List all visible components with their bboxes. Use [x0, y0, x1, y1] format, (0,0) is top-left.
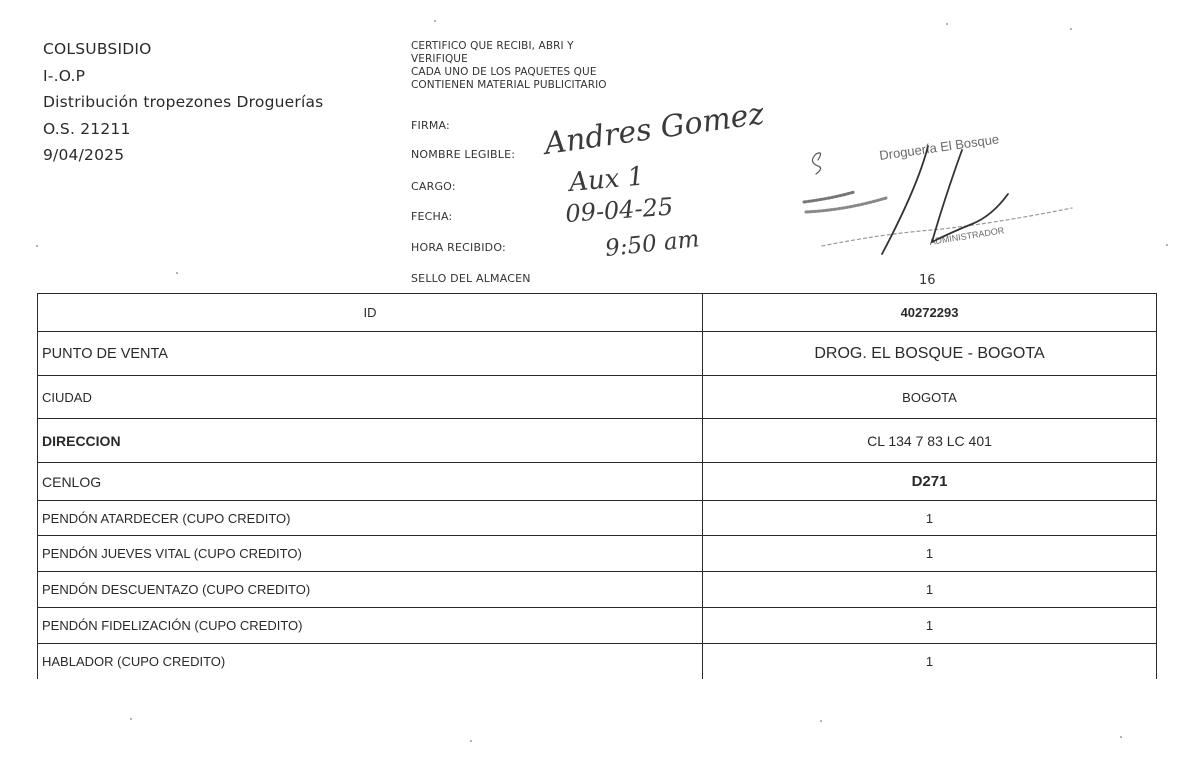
stamp-number: 16 [919, 273, 936, 288]
row-label-ciudad: CIUDAD [38, 376, 703, 419]
row-value-quantity: 1 [703, 608, 1157, 644]
row-label-item: PENDÓN ATARDECER (CUPO CREDITO) [38, 501, 703, 536]
document-header [43, 36, 383, 169]
certificate-line: VERIFIQUE [411, 53, 468, 65]
document-code: I-.O.P [43, 66, 86, 85]
table-row [38, 608, 1157, 644]
row-label-direccion: DIRECCION [38, 419, 703, 463]
scan-speck [36, 245, 38, 247]
scan-speck [130, 718, 132, 720]
cargo-label: CARGO: [411, 180, 456, 193]
document-date: 9/04/2025 [43, 146, 125, 164]
handwritten-cargo: Aux 1 [567, 161, 646, 198]
scan-speck [946, 23, 948, 25]
row-label-item: PENDÓN FIDELIZACIÓN (CUPO CREDITO) [38, 608, 703, 644]
stamp-store-name: Droguería El Bosque [878, 131, 1000, 163]
row-value-quantity: 1 [703, 501, 1157, 536]
row-value-id: 40272293 [703, 294, 1157, 332]
row-label-cenlog: CENLOG [38, 463, 703, 501]
certificate-line: CADA UNO DE LOS PAQUETES QUE [411, 66, 597, 78]
service-order: O.S. 21211 [43, 119, 131, 138]
firma-label: FIRMA: [411, 119, 450, 132]
company-name: COLSUBSIDIO [43, 40, 152, 58]
fecha-label: FECHA: [411, 210, 453, 223]
table-row [38, 572, 1157, 608]
table-row [38, 294, 1157, 332]
row-value-direccion: CL 134 7 83 LC 401 [703, 419, 1157, 463]
handwritten-hora: 9:50 am [603, 226, 701, 262]
table-row [38, 501, 1157, 536]
row-value-quantity: 1 [703, 536, 1157, 572]
handwritten-fecha: 09-04-25 [564, 192, 674, 228]
certificate-line: CONTIENEN MATERIAL PUBLICITARIO [411, 79, 607, 91]
scan-speck [470, 740, 472, 742]
handwritten-nombre: Andres Gomez [542, 96, 767, 162]
scan-speck [176, 272, 178, 274]
certificate-statement [411, 40, 681, 92]
row-value-quantity: 1 [703, 644, 1157, 679]
row-label-item: PENDÓN JUEVES VITAL (CUPO CREDITO) [38, 536, 703, 572]
row-value-quantity: 1 [703, 572, 1157, 608]
hora-label: HORA RECIBIDO: [411, 241, 506, 254]
table-row [38, 536, 1157, 572]
scan-speck [434, 20, 436, 22]
row-value-ciudad: BOGOTA [703, 376, 1157, 419]
table-row [38, 419, 1157, 463]
document-description: Distribución tropezones Droguerías [43, 93, 324, 111]
nombre-label: NOMBRE LEGIBLE: [411, 148, 516, 161]
row-label-punto-de-venta: PUNTO DE VENTA [38, 332, 703, 376]
handwritten-entries [530, 96, 780, 271]
row-value-punto-de-venta: DROG. EL BOSQUE - BOGOTA [703, 332, 1157, 376]
row-label-id: ID [38, 294, 703, 332]
row-value-cenlog: D271 [703, 463, 1157, 501]
sello-label: SELLO DEL ALMACEN [411, 272, 531, 285]
scan-speck [1120, 736, 1122, 738]
store-stamp [790, 110, 1100, 260]
row-label-item: PENDÓN DESCUENTAZO (CUPO CREDITO) [38, 572, 703, 608]
stamp-role: ADMINISTRADOR [928, 225, 1005, 247]
table-row [38, 644, 1157, 679]
scan-speck [820, 720, 822, 722]
certificate-line: CERTIFICO QUE RECIBI, ABRI Y [411, 40, 574, 52]
scan-speck [1166, 244, 1168, 246]
table-row [38, 463, 1157, 501]
row-label-item: HABLADOR (CUPO CREDITO) [38, 644, 703, 679]
distribution-table [37, 293, 1157, 679]
scan-speck [1070, 28, 1072, 30]
table-row [38, 332, 1157, 376]
table-row [38, 376, 1157, 419]
